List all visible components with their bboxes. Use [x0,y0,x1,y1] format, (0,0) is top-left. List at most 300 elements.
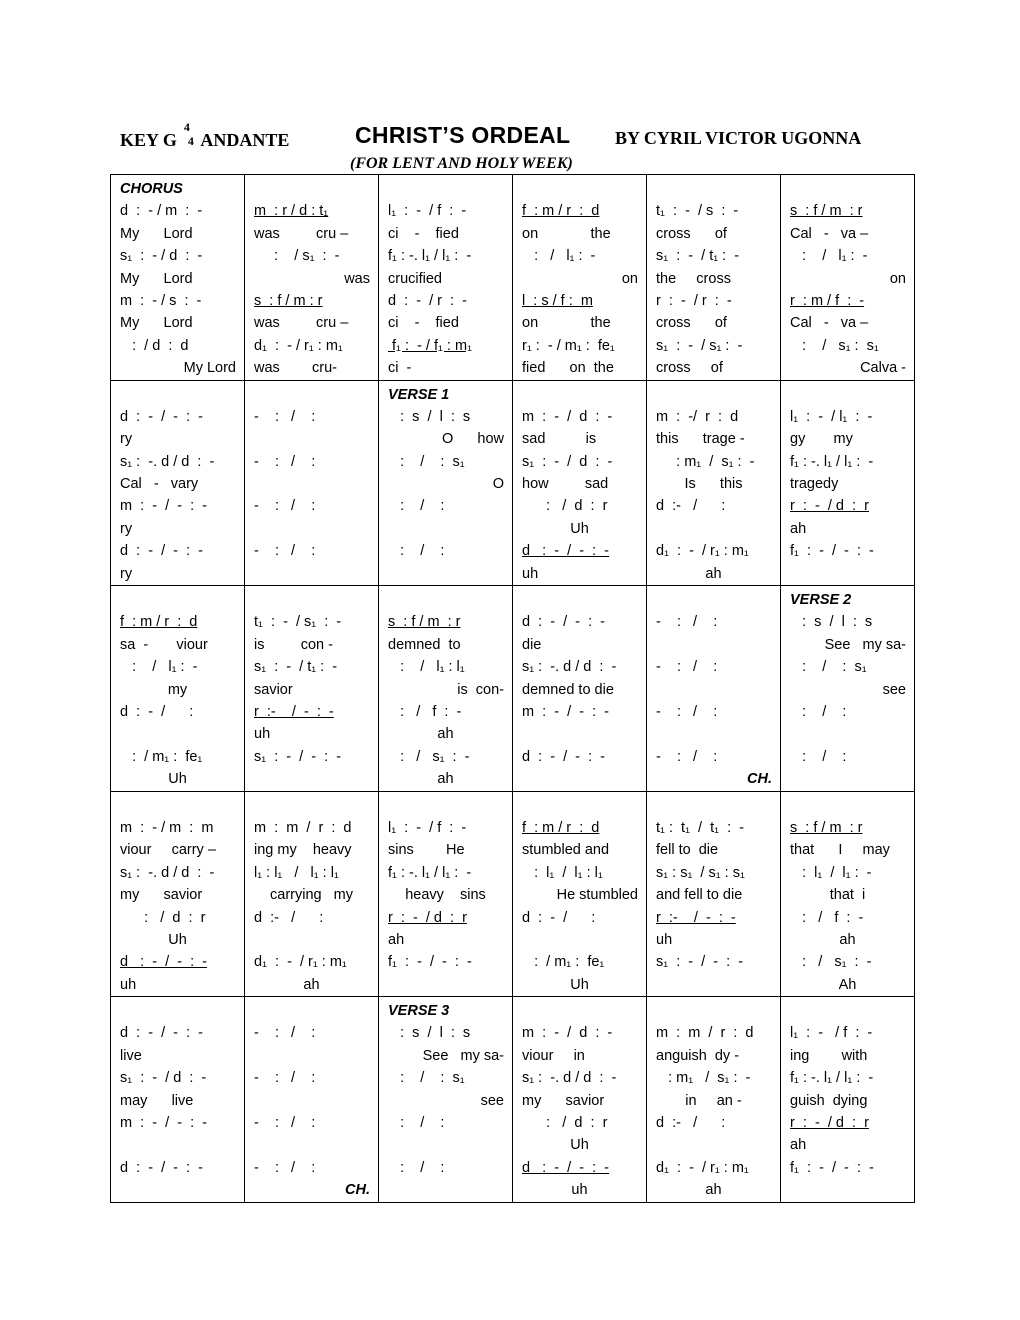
lyric-text: sad is [522,431,597,448]
solfa-notes: m : m / r : d [254,819,352,836]
measure-content [513,1000,646,1202]
solfa-notes: : m₁ / s₁ : - [656,453,755,470]
measure-content [781,384,914,586]
lyric-text: ah [705,1182,722,1199]
lyric-text: ah [437,726,454,743]
lyric-text: was cru – [254,315,349,332]
solfa-notes: : l₁ / l₁ : - [790,864,872,881]
lyric-text: see [480,1092,504,1109]
solfa-notes: - : / : [254,1115,316,1132]
score-measure [379,586,513,792]
solfa-notes: d : - / : [522,909,596,926]
solfa-notes: : / : [388,498,445,515]
score-measure [379,175,513,381]
lyric-text: Uh [570,976,589,993]
solfa-notes: - : / : [656,614,718,631]
solfa-notes: : / s₁ : - [388,748,470,765]
lyric-text: See my sa- [824,636,906,653]
solfa-notes: d : - / m : - [120,203,203,220]
score-measure [647,175,781,381]
score-measure [781,175,915,381]
solfa-notes: m : - / d : - [522,1025,613,1042]
solfa-notes: : / : s₁ [790,659,867,676]
solfa-notes: - : / : [254,453,316,470]
lyric-text [245,563,378,585]
measure-content [379,1000,512,1202]
lyric-text [781,768,914,790]
score-row [111,586,915,792]
solfa-notes: s₁ : - / t₁ : - [254,659,338,676]
lyric-text: carrying my [270,887,353,904]
solfa-notes: f : m / r : d [522,819,600,836]
solfa-notes: r : - / d : r [388,909,467,926]
solfa-notes: - : / : [254,1025,316,1042]
solfa-notes: r :- / - : - [254,703,334,720]
section-label [245,795,378,817]
section-label [781,795,914,817]
lyric-text: Uh [570,1137,589,1154]
solfa-notes: s₁ : s₁ / s₁ : s₁ [656,864,745,881]
solfa-notes: d : - / - : - [522,543,610,560]
solfa-notes: : / : [790,748,847,765]
section-label: VERSE 3 [388,1003,450,1020]
score-measure [513,380,647,586]
score-measure [245,586,379,792]
lyric-text: savior [254,681,293,698]
solfa-notes: l₁ : - / f : - [388,203,467,220]
lyric-text: fell to die [656,842,719,859]
solfa-notes: : s / l : s [388,408,471,425]
solfa-notes: r₁ : - / m₁ : fe₁ [522,337,615,354]
lyric-text: ah [388,931,405,948]
solfa-notes: d : - / - : - [120,954,208,971]
solfa-notes: l : s / f : m [522,292,593,309]
solfa-notes: d :- / : [254,909,324,926]
measure-content [781,589,914,791]
solfa-notes: d : - / : [120,703,194,720]
solfa-notes: d : - / r : - [388,292,467,309]
lyric-text: viour in [522,1047,585,1064]
lyric-text [379,518,512,540]
lyric-text [245,518,378,540]
solfa-notes: : / d : r [522,498,608,515]
section-label [379,178,512,200]
lyric-text: My Lord [120,225,193,242]
lyric-text: My Lord [120,315,193,332]
score-measure [513,997,647,1203]
solfa-notes: : / f : - [790,909,864,926]
lyric-text: ah [437,771,454,788]
lyric-text: See my sa- [422,1047,504,1064]
score-measure [245,175,379,381]
solfa-notes: f : m / r : d [522,203,600,220]
solfa-notes: : l₁ / l₁ : l₁ [522,864,603,881]
lyric-text [513,768,646,790]
lyric-text: in an - [685,1092,742,1109]
solfa-notes: t₁ : t₁ / t₁ : - [656,819,744,836]
score-measure [111,791,245,997]
lyric-text: ah [790,520,807,537]
solfa-notes: f₁ : -. l₁ / l₁ : - [388,248,472,265]
measure-content [379,178,512,380]
score-measure [379,997,513,1203]
lyric-text: guish dying [790,1092,868,1109]
solfa-notes: : m₁ / s₁ : - [656,1070,751,1087]
lyric-text [245,428,378,450]
solfa-notes: : / : s₁ [388,453,465,470]
song-subtitle: (FOR LENT AND HOLY WEEK) [350,155,573,172]
lyric-text: ah [839,931,856,948]
solfa-notes: m : - / - : - [522,703,609,720]
measure-content [379,384,512,586]
solfa-notes: : / : s₁ [388,1070,465,1087]
lyric-text: ing my heavy [254,842,352,859]
measure-content [245,795,378,997]
measure-content [379,589,512,791]
solfa-notes: d : - / - : - [522,614,605,631]
solfa-notes: m : - / - : - [120,498,207,515]
section-label [111,384,244,406]
lyric-text: cross of [656,315,727,332]
solfa-notes: m : -/ r : d [656,408,739,425]
lyric-text [379,974,512,996]
lyric-text: cross of [656,225,727,242]
solfa-notes: : / d : r [120,909,206,926]
lyric-text: that I may [790,842,890,859]
lyric-text: Is this [684,476,743,493]
solfa-notes: s₁ : - / - : - [254,748,342,765]
lyric-text: the cross [656,270,731,287]
solfa-notes: f₁ : - / - : - [790,543,874,560]
section-label [513,1000,646,1022]
solfa-notes: : / s₁ : - [790,954,872,971]
section-label [647,589,780,611]
score-measure [513,586,647,792]
score-measure [111,997,245,1203]
lyric-text [245,1045,378,1067]
measure-content [781,178,914,380]
solfa-notes: - : / : [254,498,316,515]
section-label: VERSE 1 [388,386,450,403]
solfa-notes: : / s₁ : s₁ [790,337,879,354]
solfa-notes: t₁ : - / s₁ : - [254,614,342,631]
lyric-text [647,679,780,701]
solfa-notes: r : - / d : r [790,1115,869,1132]
lyric-text [111,1134,244,1156]
lyric-text: my savior [120,887,203,904]
lyric-text: uh [120,976,137,993]
lyric-text: see [882,681,906,698]
lyric-text: gy my [790,431,853,448]
lyric-text: die [522,636,542,653]
section-label [111,589,244,611]
measure-content [245,384,378,586]
measure-content [647,178,780,380]
solfa-notes: - : / : [656,659,718,676]
score-measure [513,791,647,997]
solfa-notes: m : m / r : d [656,1025,754,1042]
section-label [245,1000,378,1022]
measure-content [245,1000,378,1202]
score-measure [647,380,781,586]
lyric-text: Calva - [860,360,906,377]
lyric-text: CH. [747,771,772,788]
solfa-notes: : s / l : s [790,614,873,631]
lyric-text: on the [522,225,611,242]
section-label [647,384,780,406]
lyric-text: Uh [168,771,187,788]
solfa-notes: : / l₁ : - [120,659,198,676]
lyric-text: was cru- [254,360,337,377]
lyric-text: O [492,476,504,493]
solfa-notes: m : - / d : - [522,408,613,425]
score-row [111,997,915,1203]
solfa-notes: s : f / m : r [790,819,863,836]
solfa-notes: d : - / - : - [120,1159,203,1176]
section-label [647,1000,780,1022]
solfa-notes: d₁ : - / r₁ : m₁ [254,337,343,354]
solfa-notes: - : / : [656,703,718,720]
measure-content [781,795,914,997]
score-measure [379,791,513,997]
section-label: VERSE 2 [790,592,852,609]
score-measure [111,175,245,381]
solfa-notes: d : - / - : - [120,408,203,425]
lyric-text: heavy sins [405,887,486,904]
solfa-notes: : / : [388,1115,445,1132]
solfa-notes: d : - / - : - [120,543,203,560]
lyric-text: stumbled and [522,842,610,859]
section-label [513,795,646,817]
solfa-notes: - : / : [656,748,718,765]
solfa-notes: : / d : r [522,1115,608,1132]
lyric-text: ry [120,431,133,448]
section-label [647,795,780,817]
solfa-notes: t₁ : - / s : - [656,203,739,220]
time-signature: 4 4 [183,120,194,148]
lyric-text: uh [522,565,539,582]
lyric-text: on [889,270,906,287]
score-measure [379,380,513,586]
lyric-text: may live [120,1092,194,1109]
solfa-notes: f₁ : -. l₁ / l₁ : - [790,1070,874,1087]
solfa-notes: d : - / - : - [522,1159,610,1176]
lyric-text: ci - fied [388,315,459,332]
solfa-notes: d₁ : - / r₁ : m₁ [254,954,347,971]
lyric-text: ry [120,565,133,582]
lyric-text [245,1090,378,1112]
solfa-notes: s : f / m : r [254,292,323,309]
solfa-notes: d₁ : - / r₁ : m₁ [656,1159,749,1176]
lyric-text: uh [254,726,271,743]
section-label [245,178,378,200]
solfa-notes: s₁ : - / d : - [522,453,613,470]
lyric-text: crucified [388,270,442,287]
solfa-notes: s₁ : - / d : - [120,248,203,265]
solfa-notes: : / l₁ : l₁ [388,659,465,676]
solfa-notes: s₁ : - / - : - [656,954,744,971]
measure-content [513,384,646,586]
score-header [110,122,910,178]
score-grid [110,174,915,1203]
section-label [513,384,646,406]
solfa-notes: s₁ : -. d / d : - [120,864,215,881]
score-measure [781,791,915,997]
solfa-notes: f₁ : -. l₁ / l₁ : - [790,453,874,470]
solfa-notes: : / m₁ : fe₁ [120,748,203,765]
solfa-notes: s : f / m : r [790,203,863,220]
solfa-notes: s₁ : -. d / d : - [120,453,215,470]
score-row [111,791,915,997]
measure-content [513,178,646,380]
lyric-text [513,929,646,951]
measure-content [647,589,780,791]
lyric-text: demned to [388,636,461,653]
lyric-text: CH. [345,1182,370,1199]
lyric-text [111,723,244,745]
section-label [111,1000,244,1022]
solfa-notes: : / s₁ : - [254,248,340,265]
lyric-text: cross of [656,360,723,377]
solfa-notes: m : - / m : m [120,819,214,836]
tempo-marking: ANDANTE [200,130,290,150]
measure-content [781,1000,914,1202]
lyric-text [647,1134,780,1156]
lyric-text [379,1179,512,1201]
key-and-tempo [120,120,290,151]
lyric-text: on the [522,315,611,332]
section-label [379,589,512,611]
section-label [245,589,378,611]
lyric-text: anguish dy - [656,1047,740,1064]
lyric-text [647,974,780,996]
lyric-text: Cal - va – [790,225,869,242]
solfa-notes: : s / l : s [388,1025,471,1042]
solfa-notes: - : / : [254,1070,316,1087]
solfa-notes: f₁ : - / f₁ : m₁ [388,337,472,354]
lyric-text: is con- [457,681,504,698]
solfa-notes: f : m / r : d [120,614,198,631]
lyric-text: Cal - va – [790,315,869,332]
solfa-notes: : / d : d [120,337,189,354]
solfa-notes: r : - / r : - [656,292,732,309]
lyric-text: ry [120,520,133,537]
solfa-notes: : / : [388,543,445,560]
solfa-notes: s₁ : - / t₁ : - [656,248,740,265]
lyric-text: my savior [522,1092,605,1109]
composer-credit: BY CYRIL VICTOR UGONNA [615,128,862,148]
solfa-notes: s : f / m : r [388,614,461,631]
lyric-text: and fell to die [656,887,743,904]
solfa-notes: d :- / : [656,1115,726,1132]
solfa-notes: s₁ : - / s₁ : - [656,337,743,354]
score-measure [781,380,915,586]
measure-content [111,384,244,586]
measure-content [647,1000,780,1202]
measure-content [513,589,646,791]
solfa-notes: d : - / - : - [522,748,605,765]
measure-content [245,178,378,380]
score-measure [647,586,781,792]
solfa-notes: d₁ : - / r₁ : m₁ [656,543,749,560]
solfa-notes: r : - / d : r [790,498,869,515]
lyric-text: how sad [522,476,609,493]
score-measure [245,791,379,997]
solfa-notes: - : / : [254,1159,316,1176]
lyric-text: ah [303,976,320,993]
lyric-text [379,1134,512,1156]
lyric-text: uh [656,931,673,948]
score-row [111,175,915,381]
section-label [513,178,646,200]
score-measure [647,791,781,997]
solfa-notes: d : - / - : - [120,1025,203,1042]
solfa-notes: m : - / - : - [120,1115,207,1132]
score-row [111,380,915,586]
solfa-notes: l₁ : l₁ / l₁ : l₁ [254,864,339,881]
solfa-notes: s₁ : -. d / d : - [522,659,617,676]
score-measure [245,380,379,586]
measure-content [111,589,244,791]
lyric-text: tragedy [790,476,839,493]
solfa-notes: r :- / - : - [656,909,736,926]
lyric-text: was cru – [254,225,349,242]
lyric-text: ah [790,1137,807,1154]
section-label [781,1000,914,1022]
solfa-notes: : / : [790,703,847,720]
lyric-text [647,723,780,745]
measure-content [647,795,780,997]
lyric-text: is con - [254,636,333,653]
lyric-text: this trage - [656,431,745,448]
measure-content [379,795,512,997]
solfa-notes: - : / : [254,543,316,560]
lyric-text: fied on the [522,360,614,377]
lyric-text: viour carry – [120,842,216,859]
lyric-text: Ah [838,976,857,993]
solfa-notes: d :- / : [656,498,726,515]
score-measure [781,586,915,792]
lyric-text [245,929,378,951]
lyric-text: sa - viour [120,636,208,653]
solfa-notes: m : r / d : t₁ [254,203,329,220]
solfa-notes: : / f : - [388,703,462,720]
score-measure [111,380,245,586]
solfa-notes: l₁ : - / l₁ : - [790,408,873,425]
solfa-notes: f₁ : - / - : - [388,954,472,971]
section-label [379,795,512,817]
measure-content [111,795,244,997]
section-label [513,589,646,611]
lyric-text: on [621,270,638,287]
measure-content [111,1000,244,1202]
lyric-text: sins He [388,842,465,859]
lyric-text: that i [829,887,866,904]
lyric-text: Cal - vary [120,476,199,493]
measure-content [513,795,646,997]
score-measure [245,997,379,1203]
lyric-text: my [167,681,188,698]
lyric-text: uh [571,1182,588,1199]
lyric-text [379,563,512,585]
measure-content [647,384,780,586]
measure-content [111,178,244,380]
lyric-text [781,563,914,585]
score-measure [111,586,245,792]
lyric-text: demned to die [522,681,614,698]
solfa-notes: s₁ : -. d / d : - [522,1070,617,1087]
section-label [647,178,780,200]
